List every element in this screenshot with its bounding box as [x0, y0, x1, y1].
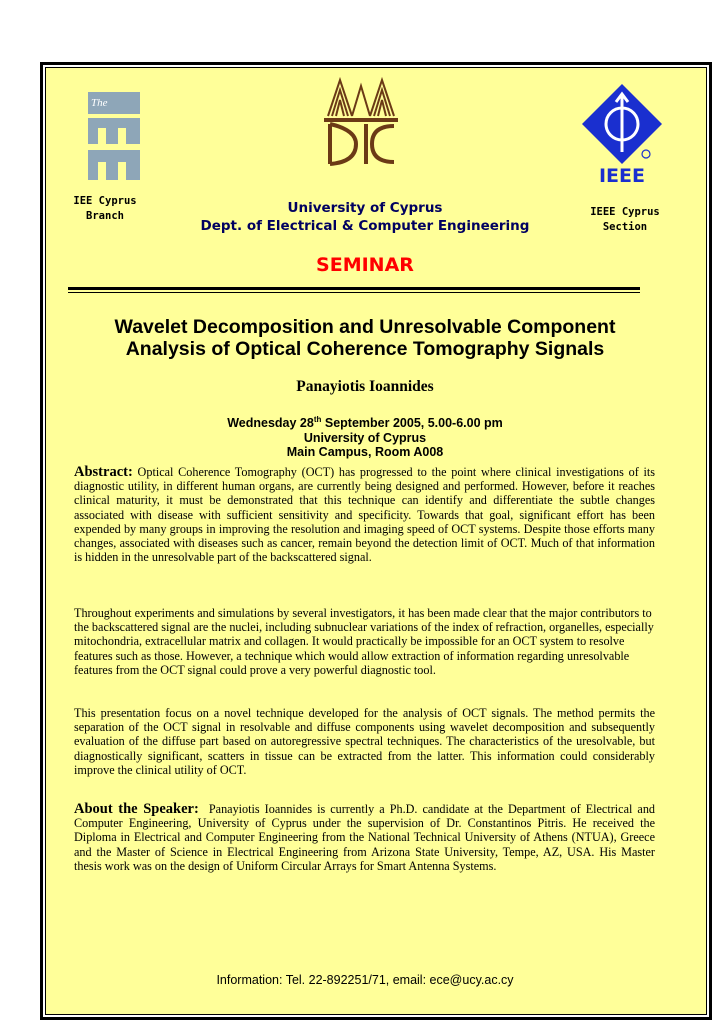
- abstract-heading: Abstract:: [74, 464, 133, 480]
- abstract-paragraph-1: Abstract: Optical Coherence Tomography (OCT) has progressed to the point where clinical investigations of its diagnostic utility, in different human organs, are currently being designed and performed. However, before it reaches clinical maturity, it must be demonstrated that this technique can identify and differentiate the subtle changes associated with disease with sufficient sensitivity and specificity. Towards that goal, significant effort has been expended by many groups in improving the resolution and imaging speed of OCT systems. Despite those efforts many changes, associated with diseases such as cancer, remain beyond the detection limit of OCT. Much of that information is hidden in the unresolvable part of the backscattered signal.: [74, 464, 656, 565]
- ieee-logo-text: IEEE: [598, 165, 646, 186]
- schedule-block: [80, 413, 650, 460]
- venue-room: Main Campus, Room A008: [286, 445, 444, 460]
- department-name: Dept. of Electrical & Computer Engineering: [200, 218, 530, 234]
- contact-information: Information: Tel. 22-892251/71, email: ece@ucy.ac.cy: [216, 973, 514, 987]
- about-speaker-heading: About the Speaker:: [74, 801, 199, 817]
- abstract-paragraph-3: This presentation focus on a novel technique developed for the analysis of OCT signals. The method permits the separation of the OCT signal in resolvable and diffuse components using wavelet decomposition and subsequently evaluation of the diffuse part based on autoregressive spectral techniques. The characteristics of the uresolvable, but diagnostically significant, scatters in tissue can be extracted from the latter. This information could considerably improve the clinical utility of OCT.: [74, 706, 655, 777]
- iee-logo-text: The: [91, 97, 108, 109]
- university-logo: [322, 76, 400, 168]
- divider-thin: [68, 292, 640, 293]
- ieee-cyprus-section-label: IEEE Cyprus Section: [590, 206, 660, 233]
- iee-cyprus-branch-label: IEE Cyprus Branch: [73, 195, 137, 222]
- date-time: Wednesday 28th September 2005, 5.00-6.00 pm: [227, 415, 503, 431]
- ieee-logo: [580, 82, 664, 186]
- about-speaker-paragraph: About the Speaker: Panayiotis Ioannides is currently a Ph.D. candidate at the Department of Electrical and Computer Engineering, University of Cyprus under the supervision of Dr. Constantinos Pitris. He received the Diploma in Electrical and Computer Engineering from the National Technical University of Athens (NTUA), Greece and the Master of Science in Electrical Engineering from Arizona State University, Tempe, AZ, USA. His Master thesis work was on the design of Uniform Circular Arrays for Smart Antenna Systems.: [74, 801, 656, 873]
- organizer-heading: [150, 199, 580, 235]
- talk-title: Wavelet Decomposition and Unresolvable Component Analysis of Optical Coherence Tomography Signals: [114, 316, 616, 360]
- abstract-paragraph-2: Throughout experiments and simulations by several investigators, it has been made clear that the major contributors to the backscattered signal are the nuclei, including subnuclear variations of the index of refraction, organelles, especially mitochondria, extracellular matrix and collagen. It would practically be impossible for an OCT system to resolve features such as those. However, a technique which would allow extraction of information regarding unresolvable features from the OCT signal could prove a very powerful diagnostic tool.: [74, 606, 654, 677]
- venue-university: University of Cyprus: [303, 430, 427, 445]
- speaker-name: Panayiotis Ioannides: [296, 378, 434, 395]
- university-name: University of Cyprus: [287, 200, 443, 216]
- divider-thick: [68, 287, 640, 290]
- seminar-label: SEMINAR: [316, 254, 414, 276]
- iee-logo: [88, 92, 140, 180]
